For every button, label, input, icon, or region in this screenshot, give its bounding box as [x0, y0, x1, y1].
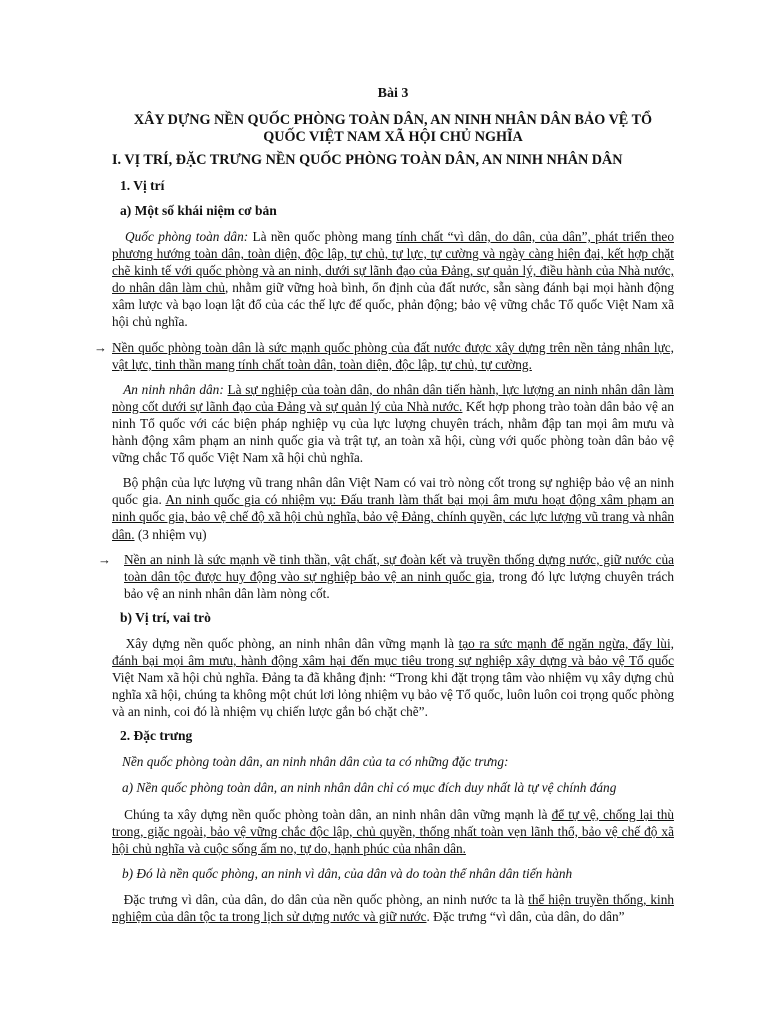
term-national-defense: Quốc phòng toàn dân: [125, 229, 249, 244]
subsection-heading-role: b) Vị trí, vai trò [120, 609, 211, 625]
paragraph-people-security: An ninh nhân dân: Là sự nghiệp của toàn dân, do nhân dân tiến hành, lực lượng an ninh nhân dân làm nòng cốt dưới sự lãnh đạo của Đảng và sự quản lý của Nhà nước. Kết hợp phong trào toàn dân bảo vệ an ninh Tổ quốc với các biện pháp nghiệp vụ của lực lượng chuyên trách, nhằm đập tan mọi âm mưu và hành động xâm phạm an ninh quốc gia và trật tự, an toàn xã hội, cùng với quốc phòng toàn dân bảo vệ vững chắc Tổ quốc Việt Nam xã hội chủ nghĩa. [112, 381, 674, 466]
lesson-title-line-2: QUỐC VIỆT NAM XÃ HỘI CHỦ NGHĨA [263, 129, 523, 145]
paragraph-security-forces: Bộ phận của lực lượng vũ trang nhân dân Việt Nam có vai trò nòng cốt trong sự nghiệp bảo vệ an ninh quốc gia. An ninh quốc gia có nhiệm vụ: Đấu tranh làm thất bại mọi âm mưu hoạt động xâm phạm an ninh quốc gia, bảo vệ chế độ xã hội chủ nghĩa, bảo vệ Đảng, chính quyền, các lực lượng vũ trang và nhân dân. (3 nhiệm vụ) [112, 475, 674, 542]
lesson-number: Bài 3 [377, 86, 409, 101]
paragraph-national-defense: Quốc phòng toàn dân: Là nền quốc phòng mang tính chất “vì dân, do dân, của dân”, phát triển theo phương hướng toàn dân, toàn diện, độc lập, tự chủ, tự lực, tự cường và ngày càng hiện đại, kết hợp chặt chẽ kinh tế với quốc phòng và an ninh, dưới sự lãnh đạo của Đảng, sự quản lý, điều hành của Nhà nước, do nhân dân làm chủ, nhằm giữ vững hoà bình, ổn định của đất nước, sẵn sàng đánh bại mọi hành động xâm lược và bạo loạn lật đổ của các thế lực đế quốc, phản động; bảo vệ vững chắc Tổ quốc Việt Nam xã hội chủ nghĩa. [112, 229, 674, 330]
subsection-heading-characteristics: 2. Đặc trưng [120, 728, 193, 744]
arrow-right-icon: → [94, 339, 107, 355]
section-heading-1: I. VỊ TRÍ, ĐẶC TRƯNG NỀN QUỐC PHÒNG TOÀN DÂN, AN NINH NHÂN DÂN [112, 152, 623, 168]
lesson-title [112, 112, 674, 146]
arrow-note-defense: → Nền quốc phòng toàn dân là sức mạnh quốc phòng của đất nước được xây dựng trên nền tảng nhân lực, vật lực, tinh thần mang tính chất toàn dân, toàn diện, độc lập, tự chủ, tự cường. [94, 339, 674, 372]
subsection-heading-position: 1. Vị trí [120, 178, 165, 193]
arrow-note-security: → Nền an ninh là sức mạnh về tinh thần, vật chất, sự đoàn kết và truyền thống dựng nước, giữ nước của toàn dân tộc được huy động vào sự nghiệp bảo vệ an ninh quốc gia, trong đó lực lượng chuyên trách bảo vệ an ninh nhân dân làm nòng cốt. [98, 551, 674, 601]
characteristic-a-heading: a) Nền quốc phòng toàn dân, an ninh nhân dân chỉ có mục đích duy nhất là tự vệ chính đáng [121, 780, 617, 796]
paragraph-self-defense: Chúng ta xây dựng nền quốc phòng toàn dân, an ninh nhân dân vững mạnh là để tự vệ, chống lại thù trong, giặc ngoài, bảo vệ vững chắc độc lập, chủ quyền, thống nhất toàn vẹn lãnh thổ, bảo vệ chế độ xã hội chủ nghĩa và cuộc sống ấm no, tự do, hạnh phúc của nhân dân. [112, 806, 674, 856]
characteristics-intro: Nền quốc phòng toàn dân, an ninh nhân dân của ta có những đặc trưng: [121, 754, 509, 770]
arrow-right-icon: → [98, 551, 111, 567]
lesson-title-line-1: XÂY DỰNG NỀN QUỐC PHÒNG TOÀN DÂN, AN NINH NHÂN DÂN BẢO VỆ TỔ [133, 112, 653, 128]
paragraph-for-the-people: Đặc trưng vì dân, của dân, do dân của nền quốc phòng, an ninh nước ta là thể hiện truyền thống, kinh nghiệm của dân tộc ta trong lịch sử dựng nước và giữ nước. Đặc trưng “vì dân, của dân, do dân” [112, 891, 675, 924]
paragraph-role: Xây dựng nền quốc phòng, an ninh nhân dân vững mạnh là tạo ra sức mạnh để ngăn ngừa, đẩy lùi, đánh bại mọi âm mưu, hành động xâm hại đến mục tiêu trong sự nghiệp xây dựng và bảo vệ Tổ quốc Việt Nam xã hội chủ nghĩa. Đảng ta đã khẳng định: “Trong khi đặt trọng tâm vào nhiệm vụ xây dựng chủ nghĩa xã hội, chúng ta không một chút lơi lỏng nhiệm vụ bảo vệ Tổ quốc, luôn luôn coi trọng quốc phòng và an ninh, coi đó là nhiệm vụ chiến lược gắn bó chặt chẽ”. [112, 635, 674, 720]
term-people-security: An ninh nhân dân: [123, 381, 224, 397]
subsection-heading-concepts: a) Một số khái niệm cơ bản [120, 203, 277, 218]
characteristic-b-heading: b) Đó là nền quốc phòng, an ninh vì dân, của dân và do toàn thể nhân dân tiến hành [121, 865, 573, 881]
